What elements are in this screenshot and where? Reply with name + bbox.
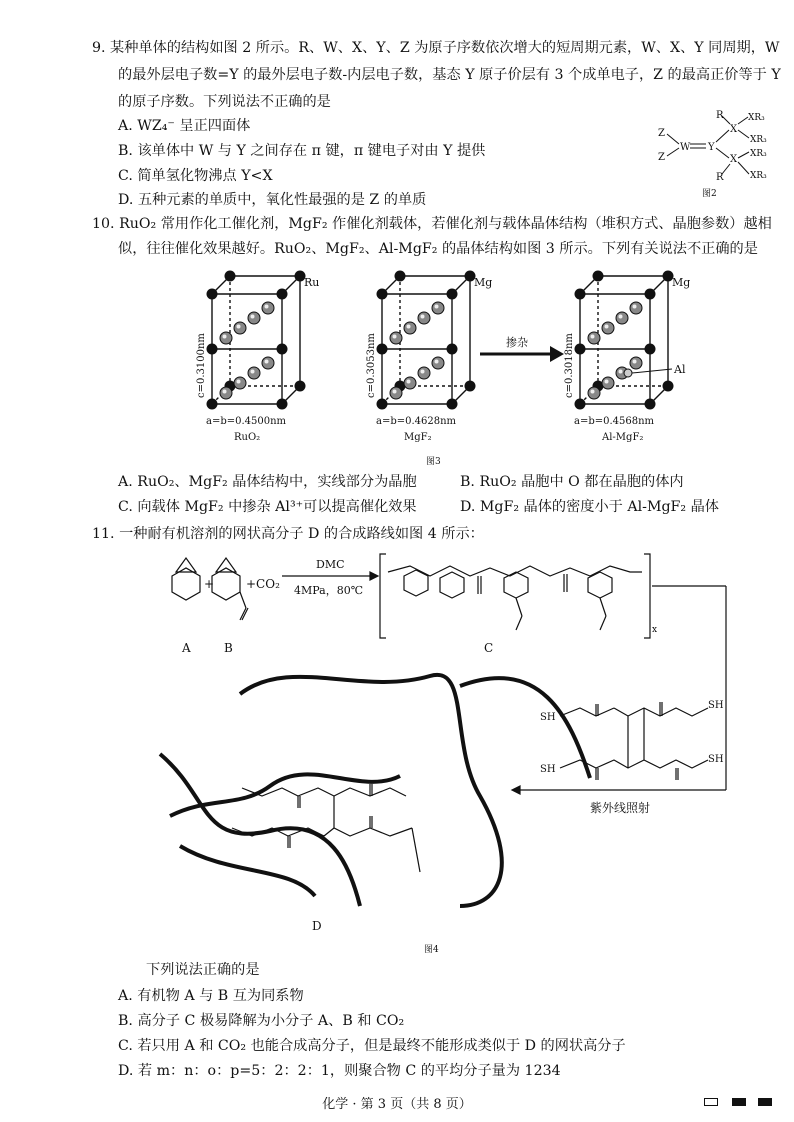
q11-option-a: A. 有机物 A 与 B 互为同系物 [118,988,304,1004]
anion-atom-highlight [421,370,425,374]
atom-xr3-1: XR₃ [748,113,765,123]
anion-atom-highlight [619,315,623,319]
anion-atom [602,322,614,334]
q9-option-d: D. 五种元素的单质中，氧化性最强的是 Z 的单质 [118,192,427,208]
anion-atom-highlight [237,325,241,329]
anion-atom [390,387,402,399]
uv-label: 紫外线照射 [590,801,651,815]
metal-atom [645,344,656,355]
cell-name-label: MgF₂ [404,432,432,443]
sh-4: SH [708,754,724,765]
atom-xr3-3: XR₃ [750,149,767,159]
footer-marker-empty [704,1098,718,1106]
metal-atom [207,399,218,410]
reagent-dmc: DMC [316,558,345,571]
anion-atom [262,357,274,369]
anion-atom-highlight [435,360,439,364]
metal-atom [377,289,388,300]
atom-x1: X [730,124,738,135]
metal-atom [207,344,218,355]
anion-atom-highlight [251,315,255,319]
metal-atom [465,381,476,392]
plus-sign: + [204,577,215,591]
footer-marker-filled-2 [758,1098,772,1106]
q10-option-a: A. RuO₂、MgF₂ 晶体结构中，实线部分为晶胞 [118,474,417,490]
footer-marker-filled-1 [732,1098,746,1106]
q9-option-a: A. WZ₄⁻ 呈正四面体 [118,118,251,134]
atom-xr3-2: XR₃ [750,135,767,145]
q10-option-b: B. RuO₂ 晶胞中 O 都在晶胞的体内 [460,474,684,490]
anion-atom [616,312,628,324]
anion-atom-highlight [619,370,623,374]
label-c: C [484,641,494,655]
anion-atom-highlight [605,380,609,384]
q10-option-d: D. MgF₂ 晶体的密度小于 Al-MgF₂ 晶体 [460,499,719,515]
anion-atom [432,302,444,314]
ab-parameter-label: a=b=0.4568nm [574,416,655,427]
anion-atom-highlight [633,305,637,309]
figure-4-caption: 图4 [424,945,439,955]
metal-atom [295,381,306,392]
metal-atom [277,289,288,300]
metal-atom [377,399,388,410]
sh-1: SH [540,712,556,723]
metal-atom [207,289,218,300]
cell-name-label: RuO₂ [234,432,261,443]
dopant-label: Al [674,363,686,376]
figure-4-synthesis-route [120,546,740,956]
q11-option-d: D. 若 m：n：o：p=5：2：2：1，则聚合物 C 的平均分子量为 1234 [118,1063,561,1079]
reaction-conditions: 4MPa，80℃ [294,584,364,597]
q11-option-c: C. 若只用 A 和 CO₂ 也能合成高分子，但是最终不能形成类似于 D 的网状高分子 [118,1038,626,1054]
cell-atom-label: Mg [474,276,493,289]
q10-stem-line-1: 10. RuO₂ 常用作化工催化剂，MgF₂ 作催化剂载体，若催化剂与载体晶体结构（堆积方式、晶胞参数）越相 [92,216,772,232]
page-footer: 化学 · 第 3 页（共 8 页） [322,1097,472,1112]
anion-atom-highlight [265,360,269,364]
q11-stem: 11. 一种耐有机溶剂的网状高分子 D 的合成路线如图 4 所示： [92,526,484,542]
atom-xr3-4: XR₃ [750,171,767,181]
anion-atom [588,332,600,344]
q9-stem-line-3: 的原子序数。下列说法不正确的是 [118,94,331,110]
q9-stem-line-1: 9. 某种单体的结构如图 2 所示。R、W、X、Y、Z 为原子序数依次增大的短周期元素，W、X、Y 同周期，W [92,40,780,56]
metal-atom [447,344,458,355]
atom-z2: Z [658,152,665,163]
metal-atom [663,381,674,392]
anion-atom [630,302,642,314]
anion-atom [390,332,402,344]
cell-atom-label: Mg [672,276,691,289]
anion-atom-highlight [421,315,425,319]
anion-atom-highlight [605,325,609,329]
c-parameter-label: c=0.3053nm [366,333,377,398]
q10-option-c: C. 向载体 MgF₂ 中掺杂 Al³⁺可以提高催化效果 [118,499,417,515]
metal-atom [645,289,656,300]
metal-atom [575,399,586,410]
q9-stem-line-2: 的最外层电子数=Y 的最外层电子数-内层电子数，基态 Y 原子价层有 3 个成单电子，Z 的最高正价等于 Y [118,67,781,83]
sh-2: SH [708,700,724,711]
anion-atom-highlight [591,390,595,394]
q11-option-b: B. 高分子 C 极易降解为小分子 A、B 和 CO₂ [118,1013,405,1029]
anion-atom [630,357,642,369]
atom-r1: R [716,110,724,121]
anion-atom [418,367,430,379]
anion-atom-highlight [393,390,397,394]
doping-arrowhead [550,346,564,362]
figure-3-caption: 图3 [426,457,441,467]
metal-atom [395,271,406,282]
sh-3: SH [540,764,556,775]
subscript-x: x [652,625,658,635]
anion-atom-highlight [237,380,241,384]
anion-atom-highlight [223,335,227,339]
q9-option-c: C. 简单氢化物沸点 Y<X [118,168,273,184]
anion-atom [248,312,260,324]
anion-atom-highlight [223,390,227,394]
anion-atom [432,357,444,369]
anion-atom [262,302,274,314]
figure-3-crystal-structures [190,262,710,467]
metal-atom [575,289,586,300]
anion-atom-highlight [435,305,439,309]
dopant-pointer [632,369,672,373]
co2-label: +CO₂ [246,577,280,591]
anion-atom-highlight [251,370,255,374]
anion-atom [234,322,246,334]
c-parameter-label: c=0.3100nm [196,333,207,398]
metal-atom [277,344,288,355]
anion-atom-highlight [407,325,411,329]
anion-atom [588,387,600,399]
q11-question: 下列说法正确的是 [146,962,260,978]
metal-atom [447,289,458,300]
anion-atom [220,387,232,399]
ab-parameter-label: a=b=0.4628nm [376,416,457,427]
label-a: A [182,641,191,655]
metal-atom [225,271,236,282]
figure-2-monomer-structure [650,108,780,200]
atom-x2: X [730,154,738,165]
metal-atom [645,399,656,410]
anion-atom-highlight [393,335,397,339]
metal-atom [447,399,458,410]
atom-y: Y [708,142,715,153]
atom-z1: Z [658,128,665,139]
anion-atom [248,367,260,379]
anion-atom [220,332,232,344]
cell-name-label: Al-MgF₂ [602,432,644,443]
anion-atom-highlight [265,305,269,309]
anion-atom [404,322,416,334]
anion-atom [418,312,430,324]
anion-atom [602,377,614,389]
doping-label: 掺杂 [506,336,528,349]
atom-w: W [680,142,691,153]
q10-stem-line-2: 似，往往催化效果越好。RuO₂、MgF₂、Al-MgF₂ 的晶体结构如图 3 所示。下列有关说法不正确的是 [118,241,758,257]
anion-atom-highlight [407,380,411,384]
metal-atom [377,344,388,355]
atom-r2: R [716,172,724,183]
dopant-atom [624,369,632,377]
anion-atom-highlight [591,335,595,339]
anion-atom [234,377,246,389]
anion-atom-highlight [633,360,637,364]
c-parameter-label: c=0.3018nm [564,333,575,398]
q9-option-b: B. 该单体中 W 与 Y 之间存在 π 键，π 键电子对由 Y 提供 [118,143,486,159]
cell-atom-label: Ru [304,276,320,289]
metal-atom [277,399,288,410]
anion-atom [404,377,416,389]
metal-atom [575,344,586,355]
metal-atom [593,271,604,282]
label-d: D [312,919,322,933]
label-b: B [224,641,233,655]
ab-parameter-label: a=b=0.4500nm [206,416,287,427]
figure-2-caption: 图2 [702,189,717,199]
